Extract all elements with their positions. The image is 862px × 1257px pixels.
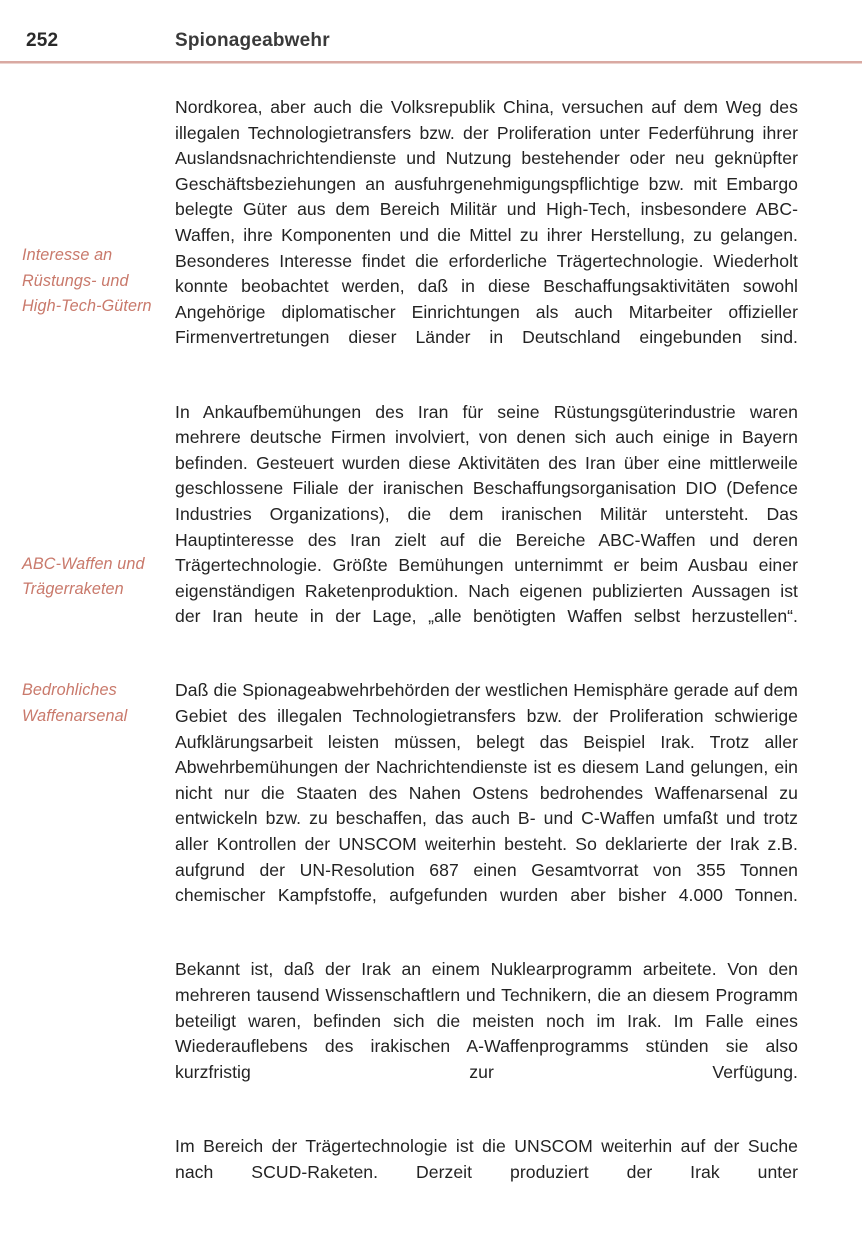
body-paragraph: Daß die Spionageabwehrbehörden der westlichen Hemisphäre gerade auf dem Gebiet des illegalen Technologietransfers bzw. der Proliferation schwierige Aufklärungsarbeit leisten müssen, belegt das Beispiel Irak. Trotz aller Abwehrbemühungen der Nachrichtendienste ist es diesem Land gelungen, ein nicht nur die Staaten des Nahen Ostens bedrohendes Waffenarsenal zu entwickeln bzw. zu beschaffen, das auch B- und C-Waffen umfaßt und trotz aller Kontrollen der UNSCOM weiterhin besteht. So deklarierte der Irak z.B. aufgrund der UN-Resolution 687 einen Gesamtvorrat von 355 Tonnen chemischer Kampfstoffe, aufgefunden wurden aber bisher 4.000 Tonnen. [175,680,798,906]
margin-note-line: Interesse an [22,246,113,264]
text-block [0,400,862,656]
margin-note [22,552,172,603]
margin-note [22,243,172,320]
page-title: Spionageabwehr [175,30,330,51]
body-paragraph: Im Bereich der Trägertechnologie ist die UNSCOM weiterhin auf der Suche nach SCUD-Raketen. Derzeit produziert der Irak unter [175,1135,798,1182]
body-paragraph: Nordkorea, aber auch die Volksrepublik China, versuchen auf dem Weg des illegalen Technologietransfers bzw. der Proliferation unter Federführung ihrer Auslandsnachrichtendienste und Nutzung bestehender oder neu geknüpfter Geschäftsbeziehungen an ausfuhrgenehmigungspflichtige bzw. mit Embargo belegte Güter aus dem Bereich Militär und High-Tech, insbesondere ABC-Waffen, ihre Komponenten und die Mittel zu ihrer Herstellung, zu gelangen. Besonderes Interesse findet die erforderliche Trägertechnologie. Wiederholt konnte beobachtet werden, daß in diese Beschaffungsaktivitäten sowohl Angehörige diplomatischer Einrichtungen als auch Mitarbeiter offizieller Firmenvertretungen dieser Länder in Deutschland eingebunden sind. [175,97,798,348]
page-number: 252 [26,30,59,51]
margin-note-line: Bedrohliches [22,681,117,700]
margin-note-line: High-Tech-Gütern [22,297,152,316]
page-body [0,95,862,1211]
margin-note-line: Rüstungs- und [22,271,129,290]
header-rule-shadow [0,63,862,64]
margin-note-line: Trägerraketen [22,580,124,599]
text-block [0,95,862,377]
margin-note-line: Waffenarsenal [22,707,128,726]
margin-note [22,678,172,729]
body-paragraph: In Ankaufbemühungen des Iran für seine Rüstungsgüterindustrie waren mehrere deutsche Firmen involviert, von denen sich auch einige in Bayern befinden. Gesteuert wurden diese Aktivitäten des Iran über eine mittlerweile geschlossene Filiale der iranischen Beschaffungsorganisation DIO (Defence Industries Organizations), die dem iranischen Militär untersteht. Das Hauptinteresse des Iran zielt auf die Bereiche ABC-Waffen und deren Trägertechnologie. Größte Bemühungen unternimmt er beim Ausbau einer eigenständigen Raketenproduktion. Nach eigenen publizierten Aussagen ist der Iran heute in der Lage, „alle benötigten Waffen selbst herzustellen“. [175,401,798,627]
text-block [0,678,862,1210]
running-head [0,0,862,63]
margin-note-line: ABC-Waffen und [22,554,145,573]
body-paragraph: Bekannt ist, daß der Irak an einem Nuklearprogramm arbeitete. Von den mehreren tausend Wissenschaftlern und Technikern, die an diesem Programm beteiligt waren, befinden sich die meisten noch im Irak. Im Falle eines Wiederauflebens des irakischen A-Waffenprogramms stünden sie also kurzfristig zur Verfügung. [175,959,798,1082]
